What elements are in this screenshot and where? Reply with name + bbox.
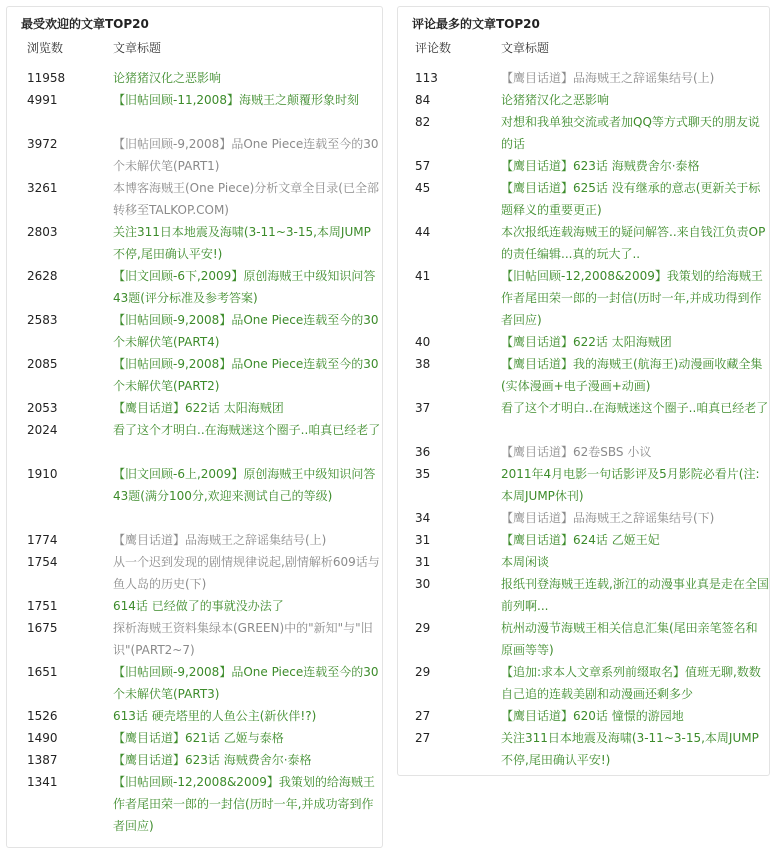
comment-count-header: 评论数 (415, 41, 452, 55)
article-link[interactable]: 杭州动漫节海贼王相关信息汇集(尾田亲笔签名和原画等等) (501, 621, 758, 657)
article-link[interactable]: 【旧帖回顾-9,2008】品One Piece连载至今的30个未解伏笔(PART4) (113, 313, 379, 349)
list-item (7, 749, 382, 771)
article-link[interactable]: 【鹰目话道】621话 乙姬与泰格 (113, 731, 284, 745)
comment-count: 38 (415, 357, 431, 371)
article-link[interactable]: 【旧帖回顾-9,2008】品One Piece连载至今的30个未解伏笔(PART3) (113, 665, 379, 701)
article-link[interactable]: 从一个迟到发现的剧情规律说起,剧情解析609话与鱼人岛的历史(下) (113, 555, 380, 591)
comment-count: 35 (415, 467, 431, 481)
article-title-header: 文章标题 (113, 41, 162, 55)
comment-count: 44 (415, 225, 431, 239)
article-link[interactable]: 【鹰目话道】620话 憧憬的游园地 (501, 709, 684, 723)
list-item (7, 551, 382, 595)
article-title-header: 文章标题 (501, 41, 550, 55)
view-count: 1387 (27, 753, 58, 767)
view-count-header: 浏览数 (27, 41, 64, 55)
article-link[interactable]: 【鹰目话道】623话 海贼费舍尔·泰格 (113, 753, 312, 767)
list-item (398, 221, 769, 265)
view-count: 3972 (27, 137, 58, 151)
view-count: 1910 (27, 467, 58, 481)
article-link[interactable]: 关注311日本地震及海啸(3-11~3-15,本周JUMP不停,尾田确认平安!) (113, 225, 371, 261)
list-item (398, 529, 769, 551)
comment-count: 40 (415, 335, 431, 349)
list-item (7, 661, 382, 705)
article-link[interactable]: 关注311日本地震及海啸(3-11~3-15,本周JUMP不停,尾田确认平安!) (501, 731, 759, 767)
view-count: 1341 (27, 775, 58, 789)
list-item (7, 353, 382, 397)
comment-count: 30 (415, 577, 431, 591)
comment-count: 29 (415, 621, 431, 635)
comment-count: 36 (415, 445, 431, 459)
list-item (398, 705, 769, 727)
list-item (398, 617, 769, 661)
article-link[interactable]: 本周闲谈 (501, 555, 550, 569)
article-link[interactable]: 【旧帖回顾-9,2008】品One Piece连载至今的30个未解伏笔(PART1) (113, 137, 379, 173)
article-link[interactable]: 探析海贼王资料集绿本(GREEN)中的"新知"与"旧识"(PART2~7) (113, 621, 373, 657)
article-link[interactable]: 论猪猪汉化之恶影响 (113, 71, 222, 85)
list-item (7, 67, 382, 89)
article-link[interactable]: 2011年4月电影一句话影评及5月影院必看片(注:本周JUMP休刊) (501, 467, 760, 503)
view-count: 3261 (27, 181, 58, 195)
list-item (7, 595, 382, 617)
article-link[interactable]: 看了这个才明白..在海贼迷这个圈子..咱真已经老了 (113, 423, 381, 437)
list-item (398, 67, 769, 89)
comment-count: 37 (415, 401, 431, 415)
list-item (398, 463, 769, 507)
view-count: 2024 (27, 423, 58, 437)
comment-count: 45 (415, 181, 431, 195)
view-count: 4991 (27, 93, 58, 107)
article-link[interactable]: 【鹰目话道】623话 海贼费舍尔·泰格 (501, 159, 700, 173)
article-link[interactable]: 对想和我单独交流或者加QQ等方式聊天的朋友说的话 (501, 115, 760, 151)
view-count: 1651 (27, 665, 58, 679)
list-item (398, 551, 769, 573)
view-count: 1675 (27, 621, 58, 635)
view-count: 2053 (27, 401, 58, 415)
list-item (398, 353, 769, 397)
comment-count: 41 (415, 269, 431, 283)
list-item (398, 89, 769, 111)
comment-count: 113 (415, 71, 438, 85)
view-count: 1490 (27, 731, 58, 745)
list-item (7, 727, 382, 749)
list-item (398, 265, 769, 331)
comment-count: 57 (415, 159, 431, 173)
article-link[interactable]: 【鹰目话道】625话 没有继承的意志(更新关于标题释义的重要更正) (501, 181, 761, 217)
list-item (7, 221, 382, 265)
article-link[interactable]: 【旧帖回顾-11,2008】海贼王之颠覆形象时刻 (113, 93, 359, 107)
list-item (398, 155, 769, 177)
comment-count: 34 (415, 511, 431, 525)
view-count: 1754 (27, 555, 58, 569)
comment-count: 84 (415, 93, 431, 107)
article-link[interactable]: 本次报纸连载海贼王的疑问解答..来自钱江负责OP的责任编辑...真的玩大了.. (501, 225, 766, 261)
list-item (7, 705, 382, 727)
article-link[interactable]: 【鹰目话道】品海贼王之辞谣集结号(上) (501, 71, 715, 85)
list-item (7, 265, 382, 309)
comment-count: 31 (415, 555, 431, 569)
article-link[interactable]: 本博客海贼王(One Piece)分析文章全目录(已全部转移至TALKOP.COM) (113, 181, 379, 217)
list-item (7, 177, 382, 221)
article-link[interactable]: 【鹰目话道】624话 乙姬王妃 (501, 533, 660, 547)
article-link[interactable]: 【鹰目话道】品海贼王之辞谣集结号(下) (501, 511, 715, 525)
article-link[interactable]: 【鹰目话道】我的海贼王(航海王)动漫画收藏全集(实体漫画+电子漫画+动画) (501, 357, 763, 393)
most-commented-title: 评论最多的文章TOP20 (412, 17, 540, 31)
article-link[interactable]: 【追加:求本人文章系列前缀取名】值班无聊,数数自己追的连载美剧和动漫画还剩多少 (501, 665, 761, 701)
view-count: 2583 (27, 313, 58, 327)
list-item (7, 397, 382, 419)
list-item (398, 507, 769, 529)
article-link[interactable]: 614话 已经做了的事就没办法了 (113, 599, 284, 613)
list-item (7, 133, 382, 177)
list-item (398, 573, 769, 617)
view-count: 2628 (27, 269, 58, 283)
article-link[interactable]: 报纸刊登海贼王连载,浙江的动漫事业真是走在全国前列啊... (501, 577, 769, 613)
list-item (398, 111, 769, 155)
comment-count: 31 (415, 533, 431, 547)
list-item (398, 331, 769, 353)
article-link[interactable]: 【鹰目话道】622话 太阳海贼团 (501, 335, 672, 349)
list-item (398, 661, 769, 705)
list-item (7, 309, 382, 353)
article-link[interactable]: 【旧帖回顾-12,2008&2009】我策划的给海贼王作者尾田荣一郎的一封信(历时一年,并成功寄到作者回应) (113, 775, 375, 833)
list-item (7, 771, 382, 837)
comment-count: 82 (415, 115, 431, 129)
list-item (398, 177, 769, 221)
view-count: 1751 (27, 599, 58, 613)
article-link[interactable]: 【旧文回顾-6下,2009】原创海贼王中级知识问答43题(评分标准及参考答案) (113, 269, 376, 305)
most-viewed-title: 最受欢迎的文章TOP20 (21, 17, 149, 31)
article-link[interactable]: 论猪猪汉化之恶影响 (501, 93, 610, 107)
most-viewed-panel (6, 6, 383, 848)
view-count: 11958 (27, 71, 66, 85)
list-item (7, 419, 382, 463)
comment-count: 27 (415, 709, 431, 723)
comment-count: 27 (415, 731, 431, 745)
article-link[interactable]: 【旧帖回顾-9,2008】品One Piece连载至今的30个未解伏笔(PART2) (113, 357, 379, 393)
view-count: 1774 (27, 533, 58, 547)
list-item (398, 727, 769, 771)
comment-count: 29 (415, 665, 431, 679)
article-link[interactable]: 【旧帖回顾-12,2008&2009】我策划的给海贼王作者尾田荣一郎的一封信(历时一年,并成功得到作者回应) (501, 269, 763, 327)
list-item (7, 89, 382, 133)
view-count: 1526 (27, 709, 58, 723)
list-item (7, 617, 382, 661)
article-link[interactable]: 【鹰目话道】622话 太阳海贼团 (113, 401, 284, 415)
most-commented-panel (397, 6, 770, 776)
list-item (398, 397, 769, 441)
most-commented-list (398, 67, 769, 771)
article-link[interactable]: 【鹰目话道】品海贼王之辞谣集结号(上) (113, 533, 327, 547)
view-count: 2803 (27, 225, 58, 239)
view-count: 2085 (27, 357, 58, 371)
article-link[interactable]: 613话 硬壳塔里的人鱼公主(新伙伴!?) (113, 709, 317, 723)
list-item (7, 529, 382, 551)
most-viewed-list (7, 67, 382, 837)
list-item (7, 463, 382, 529)
article-link[interactable]: 【旧文回顾-6上,2009】原创海贼王中级知识问答43题(满分100分,欢迎来测试自己的等级) (113, 467, 376, 503)
article-link[interactable]: 看了这个才明白..在海贼迷这个圈子..咱真已经老了 (501, 401, 769, 415)
list-item (398, 441, 769, 463)
article-link[interactable]: 【鹰目话道】62卷SBS 小议 (501, 445, 652, 459)
